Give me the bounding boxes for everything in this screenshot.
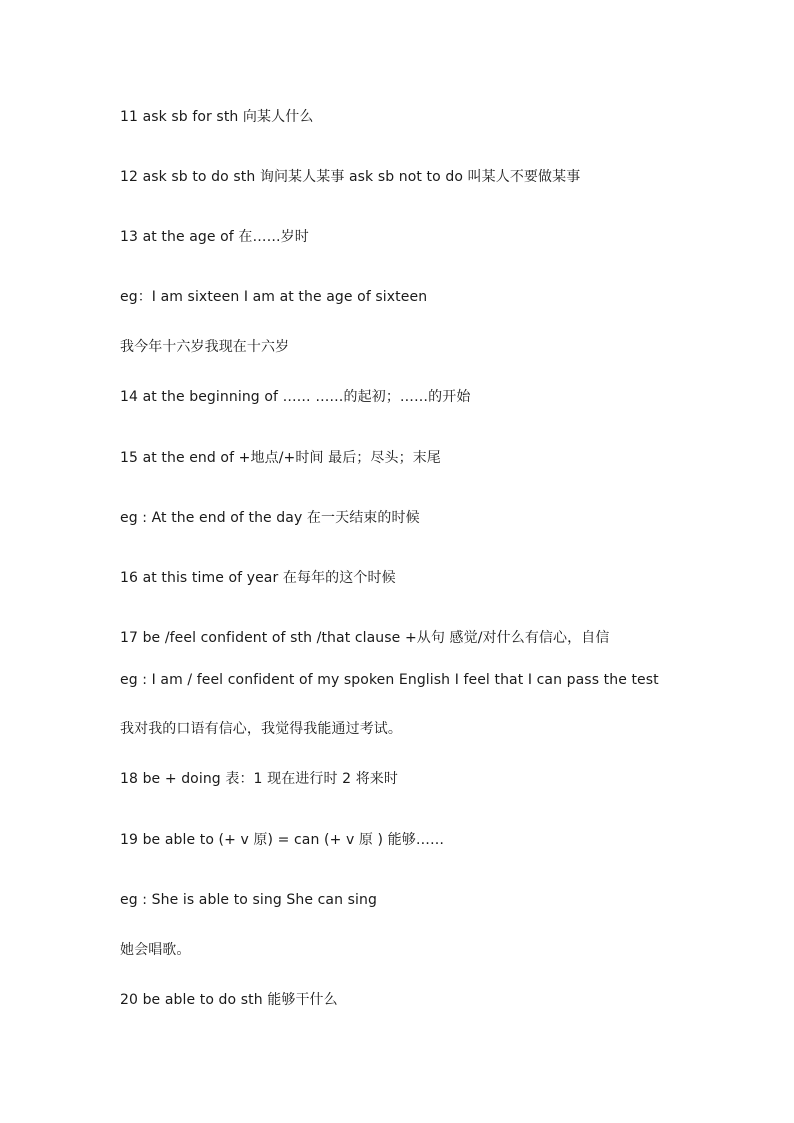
example-19-english: eg : She is able to sing She can sing <box>120 892 377 908</box>
phrase-16: 16 at this time of year 在每年的这个时候 <box>120 570 396 586</box>
phrase-15: 15 at the end of +地点/+时间 最后；尽头；末尾 <box>120 450 441 466</box>
example-13-english: eg：I am sixteen I am at the age of sixteen <box>120 289 428 305</box>
phrase-20: 20 be able to do sth 能够干什么 <box>120 992 338 1008</box>
example-13-chinese: 我今年十六岁我现在十六岁 <box>120 339 290 355</box>
phrase-11: 11 ask sb for sth 向某人什么 <box>120 109 314 125</box>
example-17-english: eg : I am / feel confident of my spoken English I feel that I can pass the test <box>120 672 659 688</box>
phrase-19: 19 be able to (+ v 原) = can (+ v 原 ) 能够…… <box>120 832 445 848</box>
phrase-18: 18 be + doing 表：1 现在进行时 2 将来时 <box>120 771 399 787</box>
example-19-chinese: 她会唱歌。 <box>120 942 191 958</box>
phrase-12: 12 ask sb to do sth 询问某人某事 ask sb not to do 叫某人不要做某事 <box>120 169 581 185</box>
phrase-17: 17 be /feel confident of sth /that clause +从句 感觉/对什么有信心，自信 <box>120 630 610 646</box>
example-17-chinese: 我对我的口语有信心，我觉得我能通过考试。 <box>120 721 402 737</box>
example-15: eg : At the end of the day 在一天结束的时候 <box>120 510 420 526</box>
phrase-13: 13 at the age of 在……岁时 <box>120 229 309 245</box>
phrase-14: 14 at the beginning of …… ……的起初；……的开始 <box>120 389 471 405</box>
